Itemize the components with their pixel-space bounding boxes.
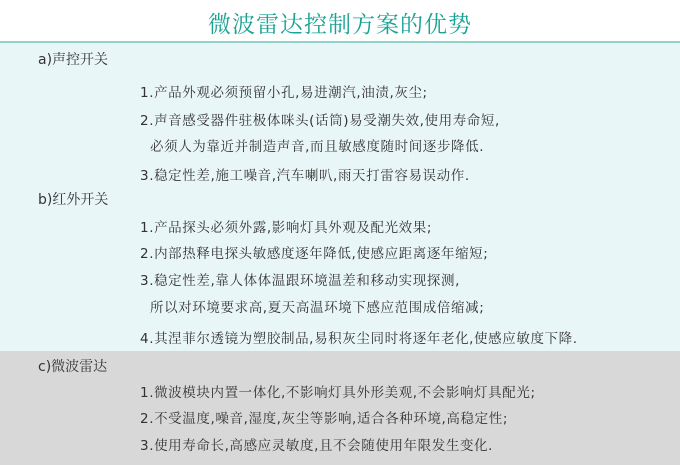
sound-item-1: 1.产品外观必须预留小孔,易进潮汽,油渍,灰尘; xyxy=(140,85,428,101)
comparison-panel xyxy=(0,43,680,351)
microwave-item-3: 3.使用寿命长,高感应灵敏度,且不会随使用年限发生变化. xyxy=(140,438,494,454)
sound-item-2: 2.声音感受器件驻极体咪头(话筒)易受潮失效,使用寿命短, xyxy=(140,113,500,129)
infrared-item-4: 4.其涅菲尔透镜为塑胶制品,易积灰尘同时将逐年老化,使感应敏度下降. xyxy=(140,331,578,347)
sound-item-3: 3.稳定性差,施工噪音,汽车喇叭,雨天打雷容易误动作. xyxy=(140,168,470,184)
infrared-item-3: 3.稳定性差,靠人体体温跟环境温差和移动实现探测, xyxy=(140,273,460,289)
microwave-panel xyxy=(0,351,680,465)
infrared-item-2: 2.内部热释电探头敏感度逐年降低,使感应距离逐年缩短; xyxy=(140,246,489,262)
page-title: 微波雷达控制方案的优势 xyxy=(208,12,472,38)
section-heading-microwave: c)微波雷达 xyxy=(38,359,108,375)
section-heading-infrared: b)红外开关 xyxy=(38,192,109,208)
microwave-item-1: 1.微波模块内置一体化,不影响灯具外形美观,不会影响灯具配光; xyxy=(140,385,536,401)
microwave-item-2: 2.不受温度,噪音,湿度,灰尘等影响,适合各种环境,高稳定性; xyxy=(140,411,508,427)
infrared-item-3-cont: 所以对环境要求高,夏天高温环境下感应范围成倍缩减; xyxy=(150,300,485,316)
section-heading-sound: a)声控开关 xyxy=(38,52,109,68)
sound-item-2-cont: 必须人为靠近并制造声音,而且敏感度随时间逐步降低. xyxy=(150,139,485,155)
infrared-item-1: 1.产品探头必须外露,影响灯具外观及配光效果; xyxy=(140,220,433,236)
